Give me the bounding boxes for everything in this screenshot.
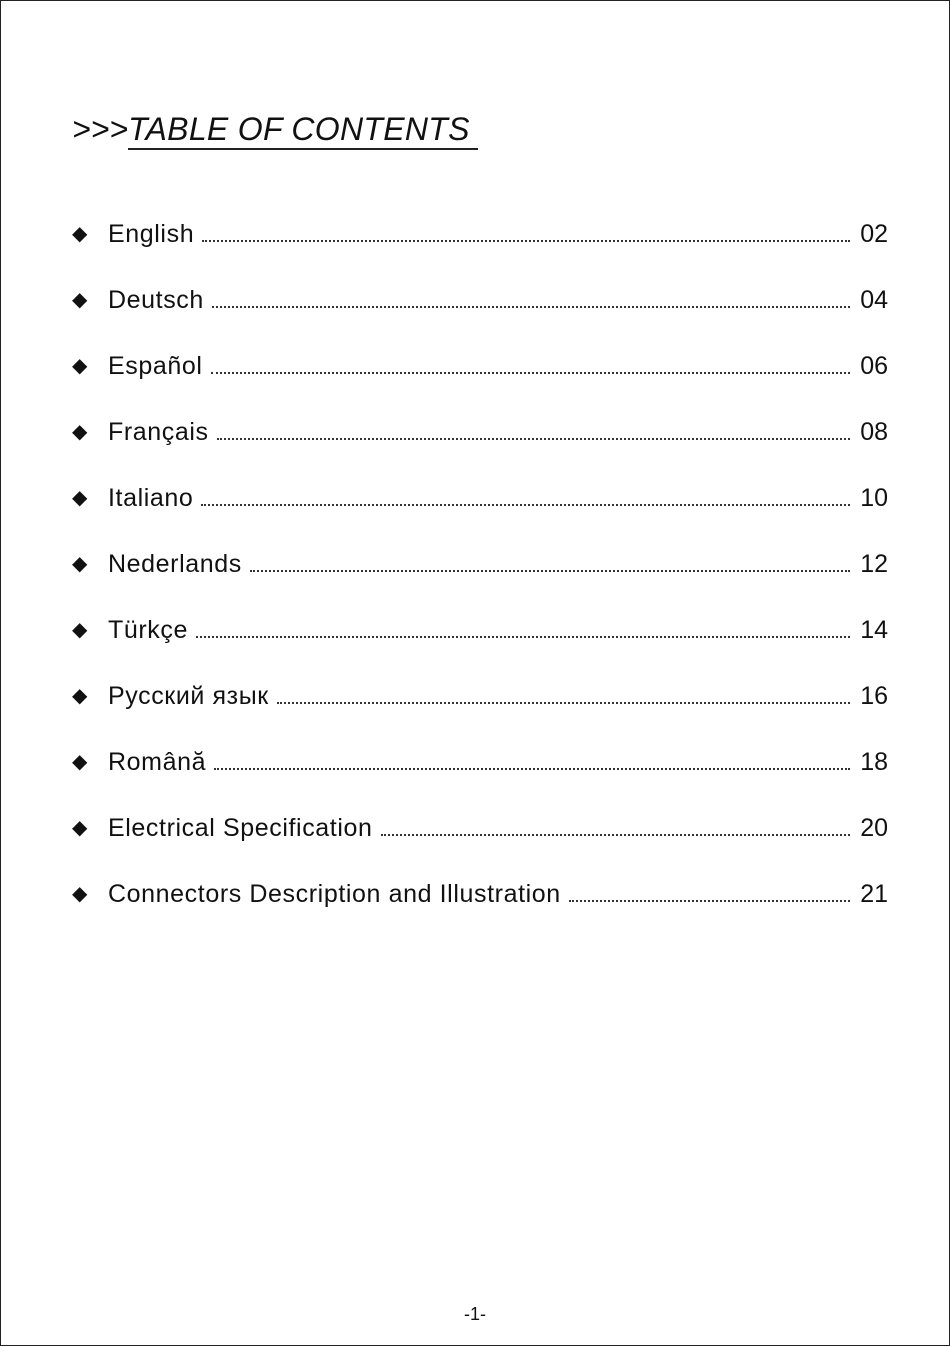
dot-leader	[201, 504, 850, 506]
diamond-bullet-icon: ◆	[72, 685, 88, 707]
toc-entry-label: English	[108, 220, 195, 248]
toc-entry-russian[interactable]	[72, 646, 888, 712]
toc-entry-espanol[interactable]	[72, 316, 888, 382]
toc-entry-connectors-description[interactable]	[72, 844, 888, 910]
dot-leader	[212, 306, 850, 308]
page-title: TABLE OF CONTENTS	[128, 110, 478, 150]
toc-page-number: 14	[860, 616, 888, 644]
toc-entry-label: Electrical Specification	[108, 814, 373, 842]
toc-entry-romana[interactable]	[72, 712, 888, 778]
dot-leader	[211, 372, 850, 374]
dot-leader	[217, 438, 850, 440]
toc-entry-label: Русский язык	[108, 682, 269, 710]
dot-leader	[569, 900, 850, 902]
toc-page-number: 04	[860, 286, 888, 314]
toc-entry-turkce[interactable]	[72, 580, 888, 646]
dot-leader	[214, 768, 850, 770]
toc-page-number: 02	[860, 220, 888, 248]
toc-page-number: 10	[860, 484, 888, 512]
toc-entry-nederlands[interactable]	[72, 514, 888, 580]
toc-entry-english[interactable]	[72, 184, 888, 250]
toc-page-number: 16	[860, 682, 888, 710]
toc-entry-italiano[interactable]	[72, 448, 888, 514]
toc-page-number: 20	[860, 814, 888, 842]
toc-entry-label: Română	[108, 748, 207, 776]
dot-leader	[277, 702, 850, 704]
diamond-bullet-icon: ◆	[72, 751, 88, 773]
diamond-bullet-icon: ◆	[72, 289, 88, 311]
toc-page-number: 21	[860, 880, 888, 908]
toc-entry-label: Nederlands	[108, 550, 242, 578]
diamond-bullet-icon: ◆	[72, 223, 88, 245]
dot-leader	[381, 834, 850, 836]
toc-entry-francais[interactable]	[72, 382, 888, 448]
toc-page-number: 06	[860, 352, 888, 380]
toc-heading	[72, 110, 478, 150]
page-number-footer: -1-	[464, 1304, 486, 1324]
toc-page-number: 18	[860, 748, 888, 776]
diamond-bullet-icon: ◆	[72, 553, 88, 575]
dot-leader	[202, 240, 850, 242]
toc-entry-label: Connectors Description and Illustration	[108, 880, 561, 908]
heading-prefix: >>>	[72, 111, 129, 147]
toc-list	[72, 184, 888, 910]
diamond-bullet-icon: ◆	[72, 883, 88, 905]
toc-page-number: 12	[860, 550, 888, 578]
toc-page-number: 08	[860, 418, 888, 446]
diamond-bullet-icon: ◆	[72, 487, 88, 509]
toc-entry-label: Italiano	[108, 484, 194, 512]
diamond-bullet-icon: ◆	[72, 355, 88, 377]
diamond-bullet-icon: ◆	[72, 619, 88, 641]
toc-entry-label: Deutsch	[108, 286, 204, 314]
toc-entry-label: Français	[108, 418, 209, 446]
dot-leader	[250, 570, 850, 572]
toc-entry-electrical-specification[interactable]	[72, 778, 888, 844]
toc-entry-deutsch[interactable]	[72, 250, 888, 316]
diamond-bullet-icon: ◆	[72, 817, 88, 839]
toc-entry-label: Español	[108, 352, 203, 380]
toc-entry-label: Türkçe	[108, 616, 189, 644]
diamond-bullet-icon: ◆	[72, 421, 88, 443]
dot-leader	[196, 636, 850, 638]
